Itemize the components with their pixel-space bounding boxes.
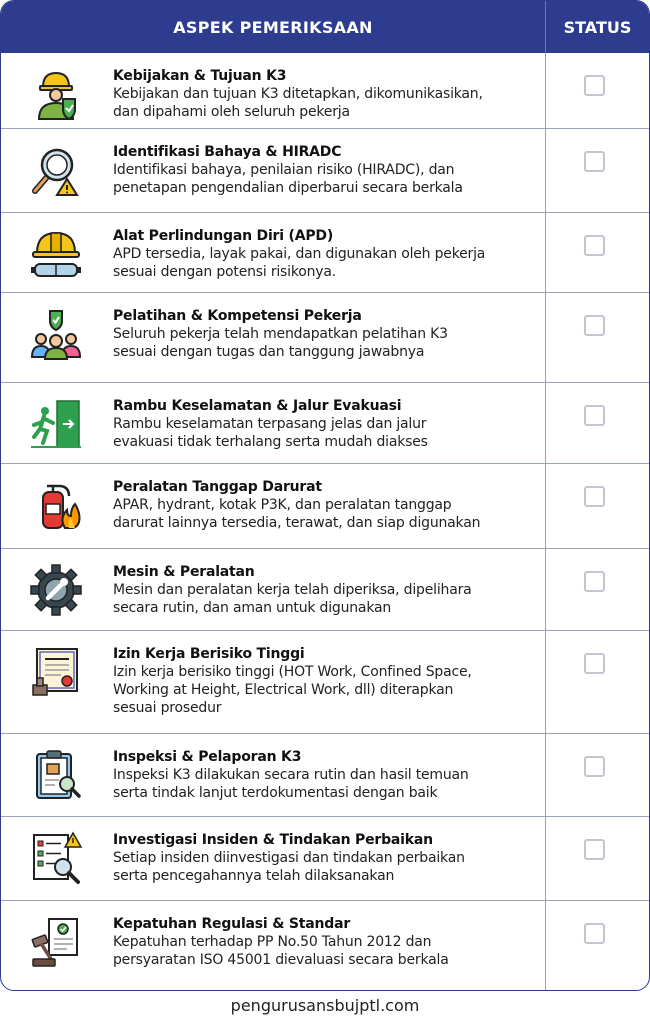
- table-row: [1, 292, 649, 382]
- status-cell: [546, 549, 649, 630]
- worker-shield-icon: [29, 67, 83, 121]
- table-row: [1, 630, 649, 733]
- permit-certificate-icon: [29, 645, 83, 699]
- status-checkbox[interactable]: [584, 151, 605, 172]
- status-cell: [546, 817, 649, 900]
- status-checkbox[interactable]: [584, 839, 605, 860]
- table-row: [1, 128, 649, 212]
- table-header: [1, 1, 649, 53]
- aspect-cell: [1, 383, 546, 463]
- magnifier-warning-icon: [29, 143, 83, 197]
- aspect-cell: [1, 817, 546, 900]
- aspect-title: Rambu Keselamatan & Jalur Evakuasi: [113, 398, 402, 414]
- helmet-goggles-icon: [29, 227, 83, 281]
- aspect-cell: [1, 129, 546, 212]
- aspect-description: Seluruh pekerja telah mendapatkan pelatihan K3: [113, 326, 448, 342]
- fire-extinguisher-icon: [29, 478, 83, 532]
- aspect-description: Rambu keselamatan terpasang jelas dan jalur: [113, 416, 427, 432]
- header-status: STATUS: [563, 17, 632, 37]
- status-cell: [546, 129, 649, 212]
- aspect-description: Kepatuhan terhadap PP No.50 Tahun 2012 dan: [113, 934, 432, 950]
- aspect-description: APD tersedia, layak pakai, dan digunakan oleh pekerja: [113, 246, 486, 262]
- status-cell: [546, 901, 649, 990]
- footer-website: pengurusansbujptl.com: [230, 996, 420, 1015]
- aspect-title: Pelatihan & Kompetensi Pekerja: [113, 308, 362, 324]
- table-row: [1, 548, 649, 630]
- checklist-investigation-icon: [29, 831, 83, 885]
- aspect-cell: [1, 549, 546, 630]
- aspect-description: sesuai dengan potensi risikonya.: [113, 264, 337, 280]
- aspect-cell: [1, 53, 546, 128]
- table-row: [1, 212, 649, 292]
- table-row: [1, 382, 649, 463]
- aspect-description: Izin kerja berisiko tinggi (HOT Work, Confined Space,: [113, 664, 472, 680]
- aspect-cell: [1, 631, 546, 733]
- status-cell: [546, 213, 649, 292]
- aspect-title: Alat Perlindungan Diri (APD): [113, 228, 334, 244]
- aspect-description: Kebijakan dan tujuan K3 ditetapkan, dikomunikasikan,: [113, 86, 483, 102]
- team-shield-icon: [29, 307, 83, 361]
- aspect-description: sesuai dengan tugas dan tanggung jawabnya: [113, 344, 425, 360]
- aspect-description: serta pencegahannya telah dilaksanakan: [113, 868, 395, 884]
- aspect-title: Peralatan Tanggap Darurat: [113, 479, 322, 495]
- status-cell: [546, 383, 649, 463]
- status-checkbox[interactable]: [584, 75, 605, 96]
- table-row: [1, 53, 649, 128]
- aspect-title: Investigasi Insiden & Tindakan Perbaikan: [113, 832, 433, 848]
- aspect-description: Inspeksi K3 dilakukan secara rutin dan hasil temuan: [113, 767, 469, 783]
- aspect-description: evakuasi tidak terhalang serta mudah diakses: [113, 434, 428, 450]
- status-cell: [546, 464, 649, 548]
- aspect-description: serta tindak lanjut terdokumentasi dengan baik: [113, 785, 438, 801]
- status-checkbox[interactable]: [584, 756, 605, 777]
- aspect-description: persyaratan ISO 45001 dievaluasi secara berkala: [113, 952, 449, 968]
- aspect-cell: [1, 901, 546, 990]
- status-cell: [546, 53, 649, 128]
- status-checkbox[interactable]: [584, 571, 605, 592]
- aspect-description: Identifikasi bahaya, penilaian risiko (HIRADC), dan: [113, 162, 455, 178]
- gavel-document-icon: [29, 915, 83, 969]
- status-cell: [546, 734, 649, 816]
- aspect-title: Mesin & Peralatan: [113, 564, 255, 580]
- aspect-description: Working at Height, Electrical Work, dll) diterapkan: [113, 682, 454, 698]
- gear-wrench-icon: [29, 563, 83, 617]
- header-aspect: ASPEK PEMERIKSAAN: [1, 1, 546, 53]
- aspect-cell: [1, 293, 546, 382]
- status-cell: [546, 631, 649, 733]
- aspect-description: APAR, hydrant, kotak P3K, dan peralatan tanggap: [113, 497, 452, 513]
- status-checkbox[interactable]: [584, 405, 605, 426]
- aspect-description: penetapan pengendalian diperbarui secara berkala: [113, 180, 463, 196]
- status-checkbox[interactable]: [584, 235, 605, 256]
- status-checkbox[interactable]: [584, 653, 605, 674]
- aspect-cell: [1, 464, 546, 548]
- aspect-description: sesuai prosedur: [113, 700, 222, 716]
- table-row: [1, 733, 649, 816]
- status-cell: [546, 293, 649, 382]
- table-body: [1, 53, 649, 990]
- aspect-cell: [1, 213, 546, 292]
- aspect-title: Kepatuhan Regulasi & Standar: [113, 916, 351, 932]
- aspect-title: Identifikasi Bahaya & HIRADC: [113, 144, 342, 160]
- aspect-description: secara rutin, dan aman untuk digunakan: [113, 600, 392, 616]
- status-checkbox[interactable]: [584, 923, 605, 944]
- status-checkbox[interactable]: [584, 315, 605, 336]
- table-row: [1, 900, 649, 990]
- aspect-title: Izin Kerja Berisiko Tinggi: [113, 646, 305, 662]
- aspect-description: darurat lainnya tersedia, terawat, dan siap digunakan: [113, 515, 481, 531]
- aspect-title: Inspeksi & Pelaporan K3: [113, 749, 302, 765]
- table-row: [1, 816, 649, 900]
- emergency-exit-icon: [29, 397, 83, 451]
- table-row: [1, 463, 649, 548]
- aspect-description: Mesin dan peralatan kerja telah diperiksa, dipelihara: [113, 582, 472, 598]
- status-checkbox[interactable]: [584, 486, 605, 507]
- aspect-description: dan dipahami oleh seluruh pekerja: [113, 104, 350, 120]
- aspect-title: Kebijakan & Tujuan K3: [113, 68, 287, 84]
- clipboard-inspection-icon: [29, 748, 83, 802]
- aspect-description: Setiap insiden diinvestigasi dan tindakan perbaikan: [113, 850, 465, 866]
- aspect-cell: [1, 734, 546, 816]
